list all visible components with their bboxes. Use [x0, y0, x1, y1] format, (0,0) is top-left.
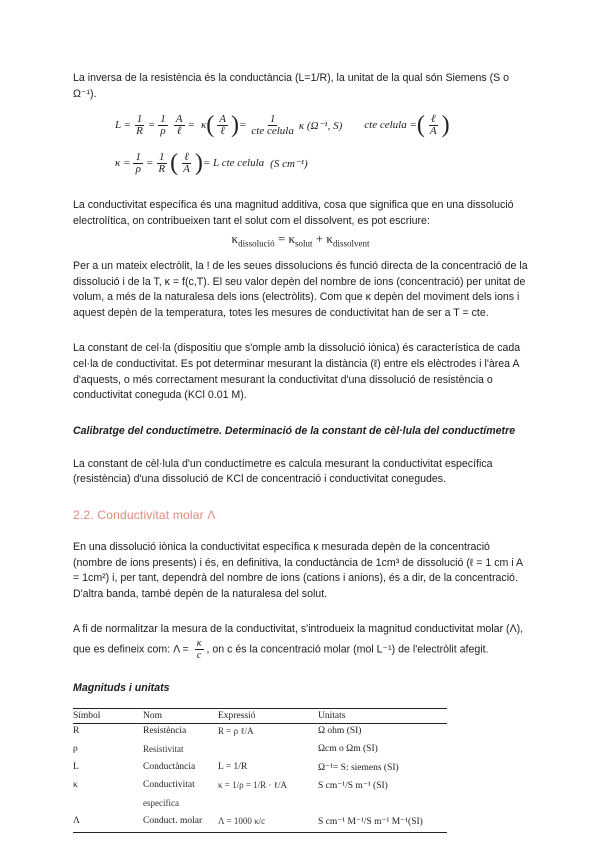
table-row: R Resistència R = ρ ℓ/A Ω ohm (SI)	[73, 725, 362, 736]
fraction: $\frac{\kappa}{c}$	[196, 637, 202, 661]
paragraph-conductance: La inversa de la resistència és la conductància (L=1/R), la unitat de la qual són Siemens (S o Ω⁻¹).	[73, 72, 510, 100]
heading-magnitudes: Magnituds i unitats	[73, 681, 170, 694]
equation-conductivity: κ = $\frac{1}{\rho}$ = $\frac{1}{R}$ ( $\frac{\text{ℓ}}{A}$ ) = L cte celula (S cm⁻¹)	[115, 150, 308, 177]
fraction: $\frac{\text{ℓ}}{A}$	[429, 112, 437, 137]
column-header: Expressió	[218, 708, 318, 723]
fraction: $\frac{\text{ℓ}}{A}$	[183, 150, 190, 175]
table-row: ρ Resistivitat Ωcm o Ωm (SI)	[73, 743, 378, 754]
equation-block-conductance	[73, 106, 528, 182]
paragraph-electrolyte: Per a un mateix electròlit, la ! de les seues dissolucions és funció directa de la concentració de la dissolució i de la T, κ = f(c,T). El seu valor depèn del nombre de ions (concentració) per unitat de volum, a més de la naturalesa dels ions (electròlits). Com que κ depèn del moviment dels ions i aquest depèn de la temperatura, totes les mesures de conductivitat han de ser a T = cte.	[73, 259, 528, 319]
table-row: específica	[143, 797, 179, 808]
fraction: $\frac{1}{\rho}$	[160, 112, 166, 137]
paragraph-cell-constant: La constant de cel·la (dispositiu que s'omple amb la dissolució iònica) és característica de cada cel·la de conductivitat. Es pot determinar mesurant la distància (ℓ) entre els elèctrodes i l'àrea A d'aquests, o més correctament mesurant la conductivitat d'una dissolució de resistència o conductivitat coneguda (KCl 0.01 M).	[73, 342, 521, 402]
magnitudes-table	[73, 708, 447, 833]
table-row: κ Conductivitat κ = 1/ρ = 1/R · ℓ/A S cm⁻¹/S m⁻¹ (SI)	[73, 779, 388, 791]
table-row: Λ Conduct. molar Λ = 1000 κ/c S cm⁻¹ M⁻¹/S m⁻¹ M⁻¹(SI)	[73, 814, 447, 833]
paragraph-molar-intro: En una dissolució iònica la conductivitat específica κ mesurada depèn de la concentració (nombre de ions presents) i és, en definitiva, la conductància de 1cm³ de dissolució (ℓ = 1 cm i A = 1cm²) i, per tant, dependrà del nombre de ions (cations i anions), és a dir, de la concentració. D'altra banda, també depèn de la naturalesa del solut.	[73, 540, 523, 600]
fraction: $\frac{1}{\text{cte celula}}$	[251, 112, 294, 137]
column-header: Nom	[143, 708, 218, 723]
fraction: $\frac{A}{\text{ℓ}}$	[219, 112, 226, 137]
fraction: $\frac{1}{R}$	[136, 112, 143, 137]
fraction: $\frac{1}{R}$	[158, 150, 166, 175]
fraction: $\frac{A}{\text{ℓ}}$	[175, 112, 183, 137]
paragraph-molar-definition: A fi de normalitzar la mesura de la conductivitat, s'introdueix la magnitud conductivitat molar (Λ), que es defineix com: Λ = $\frac{\kappa}{c}$ , on c és la concentració molar (mol L⁻¹) de l'electròlit afegit.	[73, 623, 524, 661]
table-row: L Conductància L = 1/R Ω⁻¹= S: siemens (SI)	[73, 761, 399, 773]
column-header: Unitats	[318, 708, 447, 723]
document-page	[73, 71, 528, 833]
column-header: Símbol	[73, 708, 143, 723]
equation-conductance: L = $\frac{1}{R}$ = $\frac{1}{\rho}$ $\frac{A}{\text{ℓ}}$ = κ ( $\frac{A}{\text{ℓ}}$ ) = $\frac{1}{\text{cte celula}}$ κ (Ω⁻¹, S) cte celula = ( $\frac{\text{ℓ}}{A}$ )	[115, 112, 450, 139]
heading-calibration: Calibratge del conductímetre. Determinació de la constant de cèl·lula del conductímetre	[73, 424, 516, 437]
fraction: $\frac{1}{\rho}$	[135, 150, 141, 175]
table-header-row	[73, 708, 447, 723]
equation-additive: $\kappa_{dissolució} = \kappa_{solut} + \kappa_{dissolvent}$	[231, 231, 370, 249]
paragraph-additive: La conductivitat específica és una magnitud additiva, cosa que significa que en una dissolució electrolítica, on contribueixen tant el solut com el dissolvent, es pot escriure:	[73, 199, 514, 227]
section-heading-molar-conductivity: 2.2. Conductivitat molar Λ	[73, 507, 216, 522]
paragraph-calibration: La constant de cèl·lula d'un conductímetre es calcula mesurant la conductivitat específica (resistència) d'una dissolució de KCl de concentració i conductivitat conegudes.	[73, 457, 493, 486]
